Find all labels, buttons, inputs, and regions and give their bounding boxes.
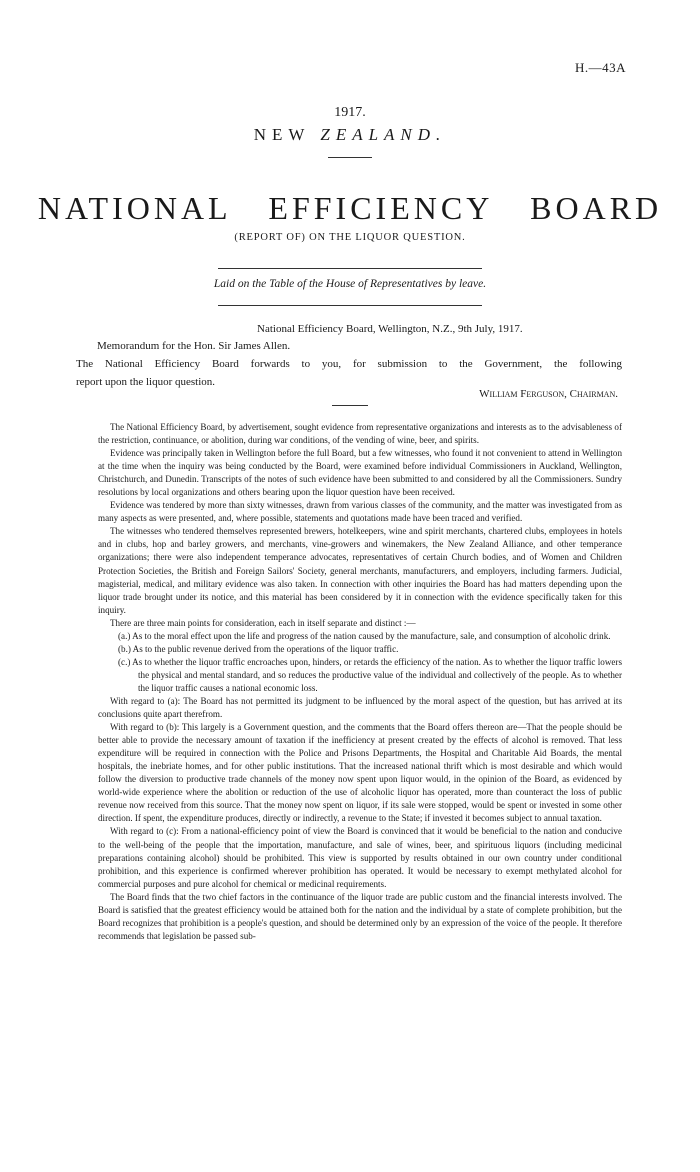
report-title: NATIONAL EFFICIENCY BOARD (37, 190, 663, 226)
list-item-c: (c.) As to whether the liquor traffic encroaches upon, hinders, or retards the efficiency of the nation. As to whether the liquor traffic lowers the physical and mental standard, and so reduces the productive value of the individual and collectively of the people. As to whether the liquor traffic causes a national economic loss. (118, 656, 622, 693)
report-body (98, 421, 622, 943)
memo-dateline: National Efficiency Board, Wellington, N.Z., 9th July, 1917. (257, 323, 523, 335)
paragraph: With regard to (b): This largely is a Government question, and the comments that the Board offers thereon are—That the people should be better able to provide the necessary amount of taxation if the inefficiency at present created by the effects of alcohol is removed. That less expenditure will be required in connection with the Police and Prisons Departments, the Hospital and Charitable Aid Boards, the mental hospitals, the inebriate homes, and for other public institutions. That the increased national thrift which is most desirable and which would follow the diversion to productive trade channels of the money now spent upon liquor would, in the opinion of the Board, as evidenced by world-wide experience where the abolition or reduction of the use of alcoholic liquor has operated, more than counteract the loss of public revenue now received from this source. That the money now spent on liquor, if its sale were stopped, would be spent or invested in some other direction. If spent, the expenditure produces, directly or indirectly, a revenue to the State; if invested it becomes subject to annual taxation. (98, 722, 622, 824)
paragraph: The National Efficiency Board, by advertisement, sought evidence from representative organizations and interests as to the advisableness of the restriction, continuance, or abolition, during war conditions, of the vending of wine, beer, and spirits. (98, 422, 622, 446)
year: 1917. (334, 105, 366, 120)
paragraph: With regard to (c): From a national-efficiency point of view the Board is convinced that it would be beneficial to the nation and conducive to the well-being of the people that the importation, manufacture, and sale of wines, beer, and spirituous liquors (including medicinal preparations containing alcohol) should be prohibited. This view is supported by results obtained in our own country under conditional prohibition, and this experience is confirmed wherever prohibition has operated. It would be necessary to exempt methylated alcohol for commercial purposes and pure alcohol for chemical or medicinal requirements. (98, 826, 622, 889)
paragraph: Evidence was tendered by more than sixty witnesses, drawn from various classes of the community, and the matter was investigated from as many aspects as were presented, and, where possible, statements and quotations made have been traced and verified. (98, 500, 622, 524)
memo-text-line-2: report upon the liquor question. (76, 376, 216, 388)
list-item-a: (a.) As to the moral effect upon the life and progress of the nation caused by the manufacture, sale, and consumption of alcoholic drink. (118, 630, 611, 641)
paragraph: The witnesses who tendered themselves represented brewers, hotelkeepers, wine and spirit merchants, chartered clubs, employees in hotels and in clubs, hop and barley growers, and merchants, vine-growers and winemakers, the New Zealand Alliance, and other temperance organizations; there were also independent temperance advocates, representatives of certain Church bodies, and of Women and Children Protection Societies, the British and Foreign Sailors' Society, general merchants, manufacturers, and employers, including farmers. Judicial, magisterial, medical, and military evidence was also taken. In connection with other inquiries the Board has had matters depending upon the liquor trade brought under its notice, and this material has been considered by it in connection with the evidence specifically taken for this inquiry. (98, 526, 622, 615)
list-item-b: (b.) As to the public revenue derived from the operations of the liquor traffic. (118, 643, 399, 654)
paragraph: Evidence was principally taken in Wellington before the full Board, but a few witnesses, who found it not convenient to attend in Wellington at the time when the inquiry was being conducted by the Board, were examined before individual Commissioners in Auckland, Wellington, Christchurch, and Dunedin. Transcripts of the notes of such evidence have been submitted to and considered by all the Commissioners. Sundry resolutions by local organizations and others bearing upon the liquor question have been received. (98, 448, 622, 498)
divider-lower (218, 305, 482, 306)
report-subtitle: (REPORT OF) ON THE LIQUOR QUESTION. (234, 232, 466, 243)
paragraph: The Board finds that the two chief factors in the continuance of the liquor trade are public custom and the financial interests involved. The Board is satisfied that the greatest efficiency would be attained both for the nation and the individual by a state of complete prohibition, but the Board recognizes that prohibition is a people's question, and should be determined only by an expression of the voice of the people. It therefore recommends that legislation be passed sub- (98, 891, 622, 941)
memo-recipient: Memorandum for the Hon. Sir James Allen. (97, 340, 291, 352)
paragraph: There are three main points for consideration, each in itself separate and distinct :— (110, 617, 416, 628)
divider-short (328, 157, 372, 158)
laid-note: Laid on the Table of the House of Representatives by leave. (213, 278, 487, 290)
memo-signature: William Ferguson, Chairman. (479, 388, 618, 400)
memo-text-line-1: The National Efficiency Board forwards to you, for submission to the Government, the following (76, 358, 622, 370)
paragraph: With regard to (a): The Board has not permitted its judgment to be influenced by the moral aspect of the question, but has arrived at its conclusions quite apart therefrom. (98, 695, 622, 720)
divider-upper (218, 268, 482, 269)
country-word-1: NEW (253, 125, 311, 144)
country-word-2: ZEALAND. (320, 125, 447, 144)
paper-reference: H.—43A (574, 60, 626, 75)
country-heading (0, 125, 700, 145)
divider-memo (332, 405, 368, 406)
